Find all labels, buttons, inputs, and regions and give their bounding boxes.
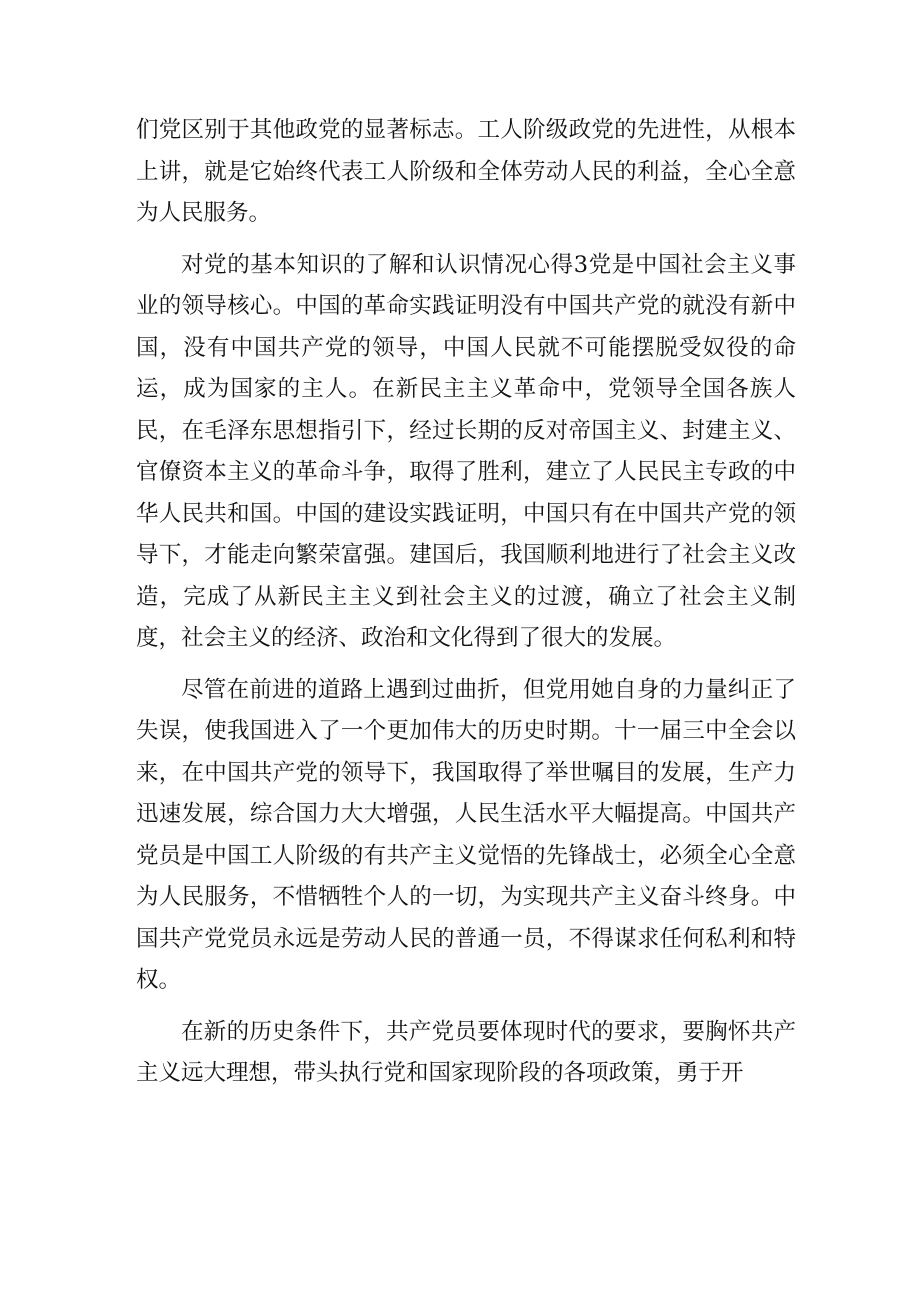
paragraph-continuation: 们党区别于其他政党的显著标志。工人阶级政党的先进性，从根本上讲，就是它始终代表工人阶级和全体劳动人民的利益，全心全意为人民服务。 <box>136 117 796 226</box>
paragraph-party-leadership-core: 对党的基本知识的了解和认识情况心得3党是中国社会主义事业的领导核心。中国的革命实践证明没有中国共产党的就没有新中国，没有中国共产党的领导，中国人民就不可能摆脱受奴役的命运，成为国家的主人。在新民主主义革命中，党领导全国各族人民，在毛泽东思想指引下，经过长期的反对帝国主义、封建主义、官僚资本主义的革命斗争，取得了胜利，建立了人民民主专政的中华人民共和国。中国的建设实践证明，中国只有在中国共产党的领导下，才能走向繁荣富强。建国后，我国顺利地进行了社会主义改造，完成了从新民主主义到社会主义的过渡，确立了社会主义制度，社会主义的经济、政治和文化得到了很大的发展。 <box>136 251 796 651</box>
paragraph-new-conditions: 在新的历史条件下，共产党员要体现时代的要求，要胸怀共产主义远大理想，带头执行党和国家现阶段的各项政策，勇于开 <box>136 1018 796 1086</box>
paragraph-historical-period: 尽管在前进的道路上遇到过曲折，但党用她自身的力量纠正了失误，使我国进入了一个更加伟大的历史时期。十一届三中全会以来，在中国共产党的领导下，我国取得了举世嘱目的发展，生产力迅速发展，综合国力大大增强，人民生活水平大幅提高。中国共产党员是中国工人阶级的有共产主义觉悟的先锋战士，必须全心全意为人民服务，不惜牺牲个人的一切，为实现共产主义奋斗终身。中国共产党党员永远是劳动人民的普通一员，不得谋求任何私利和特权。 <box>136 676 796 993</box>
document-body <box>136 110 796 1095</box>
